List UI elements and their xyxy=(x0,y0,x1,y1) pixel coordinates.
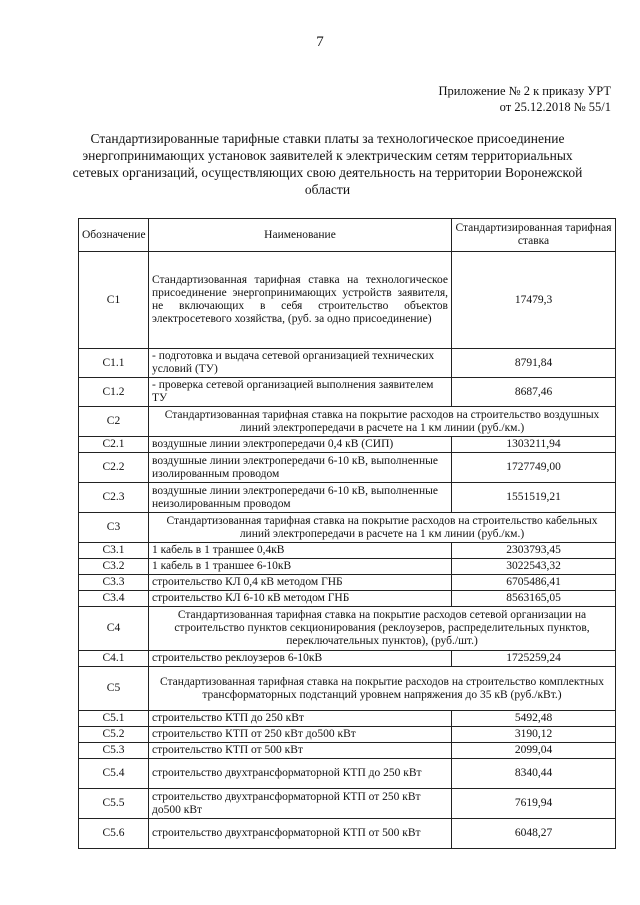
row-code: С5.4 xyxy=(79,759,149,789)
row-section-heading: Стандартизованная тарифная ставка на покрытие расходов на строительство воздушных линий электропередачи в расчете на 1 км линии (руб./км.) xyxy=(149,407,616,437)
table-row xyxy=(79,607,616,651)
row-section-heading: Стандартизованная тарифная ставка на покрытие расходов на строительство кабельных линий электропередачи в расчете на 1 км линии (руб./км.) xyxy=(149,513,616,543)
row-section-heading: Стандартизованная тарифная ставка на покрытие расходов сетевой организации на строительство пунктов секционирования (реклоузеров, распределительных пунктов, переключательных пунктов), (руб./шт.) xyxy=(149,607,616,651)
table-row xyxy=(79,378,616,407)
appendix-reference xyxy=(438,83,611,115)
row-rate: 5492,48 xyxy=(452,711,616,727)
table-header-row xyxy=(79,219,616,252)
row-rate: 8687,46 xyxy=(452,378,616,407)
row-code: С2.1 xyxy=(79,437,149,453)
row-code: С3 xyxy=(79,513,149,543)
row-code: С3.1 xyxy=(79,543,149,559)
table-row xyxy=(79,651,616,667)
table-row xyxy=(79,543,616,559)
row-code: С2.2 xyxy=(79,453,149,483)
document-title: Стандартизированные тарифные ставки платы за технологическое присоединение энергопринимающих установок заявителей к электрическим сетям территориальных сетевых организаций, осуществляющих свою деятельность на территории Воронежской области xyxy=(72,131,583,197)
page-number: 7 xyxy=(316,34,324,50)
row-name: строительство реклоузеров 6-10кВ xyxy=(149,651,452,667)
table-row xyxy=(79,453,616,483)
row-name: 1 кабель в 1 траншее 6-10кВ xyxy=(149,559,452,575)
table-row xyxy=(79,252,616,349)
header-rate: Стандартизированная тарифная ставка xyxy=(452,219,616,252)
row-rate: 6048,27 xyxy=(452,819,616,849)
table-row xyxy=(79,513,616,543)
header-code: Обозначение xyxy=(79,219,149,252)
table-row xyxy=(79,711,616,727)
row-name: Стандартизованная тарифная ставка на технологическое присоединение энергопринимающих устройств заявителя, не включающих в себя строительство объектов электросетевого хозяйства, (руб. за одно присоединение) xyxy=(149,252,452,349)
tariff-table xyxy=(78,218,616,849)
row-code: С1.1 xyxy=(79,349,149,378)
row-name: строительство двухтрансформаторной КТП до 250 кВт xyxy=(149,759,452,789)
row-code: С2.3 xyxy=(79,483,149,513)
row-name: строительство двухтрансформаторной КТП от 500 кВт xyxy=(149,819,452,849)
row-rate: 17479,3 xyxy=(452,252,616,349)
table-row xyxy=(79,349,616,378)
row-rate: 1551519,21 xyxy=(452,483,616,513)
row-rate: 2099,04 xyxy=(452,743,616,759)
row-rate: 8340,44 xyxy=(452,759,616,789)
table-body xyxy=(79,252,616,849)
row-name: - подготовка и выдача сетевой организацией технических условий (ТУ) xyxy=(149,349,452,378)
row-code: С5.5 xyxy=(79,789,149,819)
row-rate: 3022543,32 xyxy=(452,559,616,575)
row-code: С5.1 xyxy=(79,711,149,727)
table-row xyxy=(79,727,616,743)
table-row xyxy=(79,667,616,711)
row-name: строительство КЛ 6-10 кВ методом ГНБ xyxy=(149,591,452,607)
table-row xyxy=(79,559,616,575)
table-row xyxy=(79,575,616,591)
row-name: воздушные линии электропередачи 6-10 кВ, выполненные изолированным проводом xyxy=(149,453,452,483)
row-rate: 1303211,94 xyxy=(452,437,616,453)
row-name: строительство двухтрансформаторной КТП от 250 кВт до500 кВт xyxy=(149,789,452,819)
row-code: С4.1 xyxy=(79,651,149,667)
table-row xyxy=(79,591,616,607)
row-name: воздушные линии электропередачи 6-10 кВ, выполненные неизолированным проводом xyxy=(149,483,452,513)
row-code: С2 xyxy=(79,407,149,437)
appendix-line-2: от 25.12.2018 № 55/1 xyxy=(499,100,611,114)
header-name: Наименование xyxy=(149,219,452,252)
row-name: воздушные линии электропередачи 0,4 кВ (СИП) xyxy=(149,437,452,453)
row-rate: 8563165,05 xyxy=(452,591,616,607)
row-code: С1 xyxy=(79,252,149,349)
row-code: С5.6 xyxy=(79,819,149,849)
row-code: С5.3 xyxy=(79,743,149,759)
row-rate: 7619,94 xyxy=(452,789,616,819)
row-name: строительство КЛ 0,4 кВ методом ГНБ xyxy=(149,575,452,591)
row-rate: 1725259,24 xyxy=(452,651,616,667)
row-name: строительство КТП до 250 кВт xyxy=(149,711,452,727)
row-code: С5.2 xyxy=(79,727,149,743)
row-code: С3.4 xyxy=(79,591,149,607)
row-code: С3.2 xyxy=(79,559,149,575)
table-row xyxy=(79,789,616,819)
row-name: строительство КТП от 250 кВт до500 кВт xyxy=(149,727,452,743)
table-row xyxy=(79,759,616,789)
table-row xyxy=(79,743,616,759)
table-row xyxy=(79,819,616,849)
table-row xyxy=(79,483,616,513)
row-rate: 8791,84 xyxy=(452,349,616,378)
row-code: С3.3 xyxy=(79,575,149,591)
row-code: С5 xyxy=(79,667,149,711)
row-rate: 6705486,41 xyxy=(452,575,616,591)
row-rate: 2303793,45 xyxy=(452,543,616,559)
table-row xyxy=(79,407,616,437)
row-section-heading: Стандартизованная тарифная ставка на покрытие расходов на строительство комплектных трансформаторных подстанций уровнем напряжения до 35 кВ (руб./кВт.) xyxy=(149,667,616,711)
row-name: - проверка сетевой организацией выполнения заявителем ТУ xyxy=(149,378,452,407)
row-name: строительство КТП от 500 кВт xyxy=(149,743,452,759)
row-code: С4 xyxy=(79,607,149,651)
row-name: 1 кабель в 1 траншее 0,4кВ xyxy=(149,543,452,559)
appendix-line-1: Приложение № 2 к приказу УРТ xyxy=(438,84,611,98)
row-rate: 1727749,00 xyxy=(452,453,616,483)
row-code: С1.2 xyxy=(79,378,149,407)
row-rate: 3190,12 xyxy=(452,727,616,743)
table-row xyxy=(79,437,616,453)
